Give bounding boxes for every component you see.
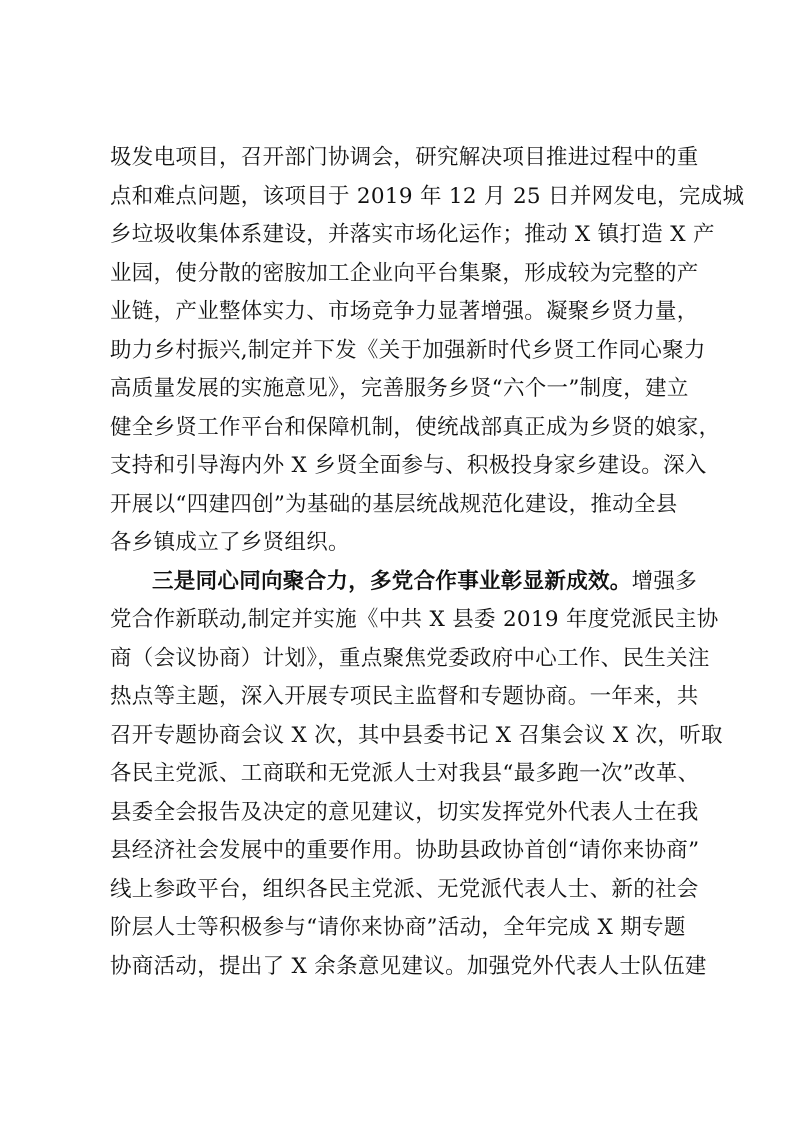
text-line: 县委全会报告及决定的意见建议，切实发挥党外代表人士在我 (110, 800, 699, 825)
text-line: 县经济社会发展中的重要作用。协助县政协首创“请你来协商” (110, 838, 700, 863)
text-line: 开展以“四建四创”为基础的基层统战规范化建设，推动全县 (110, 492, 678, 517)
text-line: 业园，使分散的密胺加工企业向平台集聚，形成较为完整的产 (110, 261, 699, 286)
text-line: 健全乡贤工作平台和保障机制，使统战部真正成为乡贤的娘家， (110, 415, 721, 440)
text-line: 支持和引导海内外 X 乡贤全面参与、积极投身家乡建设。深入 (110, 453, 707, 478)
text-line: 各乡镇成立了乡贤组织。 (110, 530, 350, 555)
text-line: 党合作新联动,制定并实施《中共 X 县委 2019 年度党派民主协 (110, 607, 719, 632)
paragraph-heading-line (152, 564, 698, 600)
text-line: 圾发电项目，召开部门协调会，研究解决项目推进过程中的重 (110, 145, 699, 170)
text-line: 线上参政平台，组织各民主党派、无党派代表人士、新的社会 (110, 877, 699, 902)
text-line: 召开专题协商会议 X 次，其中县委书记 X 召集会议 X 次，听取 (110, 723, 723, 748)
text-line: 高质量发展的实施意见》，完善服务乡贤“六个一”制度，建立 (110, 376, 689, 401)
text-line: 阶层人士等积极参与“请你来协商”活动，全年完成 X 期专题 (110, 915, 686, 940)
text-line: 热点等主题，深入开展专项民主监督和专题协商。一年来，共 (110, 684, 699, 709)
text-line: 点和难点问题，该项目于 2019 年 12 月 25 日并网发电，完成城 (110, 184, 745, 209)
text-line: 助力乡村振兴,制定并下发《关于加强新时代乡贤工作同心聚力 (110, 338, 706, 363)
paragraph-heading-continuation: 增强多 (631, 569, 698, 594)
text-line: 乡垃圾收集体系建设，并落实市场化运作；推动 X 镇打造 X 产 (110, 222, 715, 247)
text-line: 业链，产业整体实力、市场竞争力显著增强。凝聚乡贤力量， (110, 299, 699, 324)
text-line: 商（会议协商）计划》，重点聚焦党委政府中心工作、民生关注 (110, 646, 710, 671)
paragraph-heading: 三是同心同向聚合力，多党合作事业彰显新成效。 (152, 569, 632, 594)
text-line: 各民主党派、工商联和无党派人士对我县“最多跑一次”改革、 (110, 761, 700, 786)
text-line: 协商活动，提出了 X 余条意见建议。加强党外代表人士队伍建 (110, 954, 707, 979)
